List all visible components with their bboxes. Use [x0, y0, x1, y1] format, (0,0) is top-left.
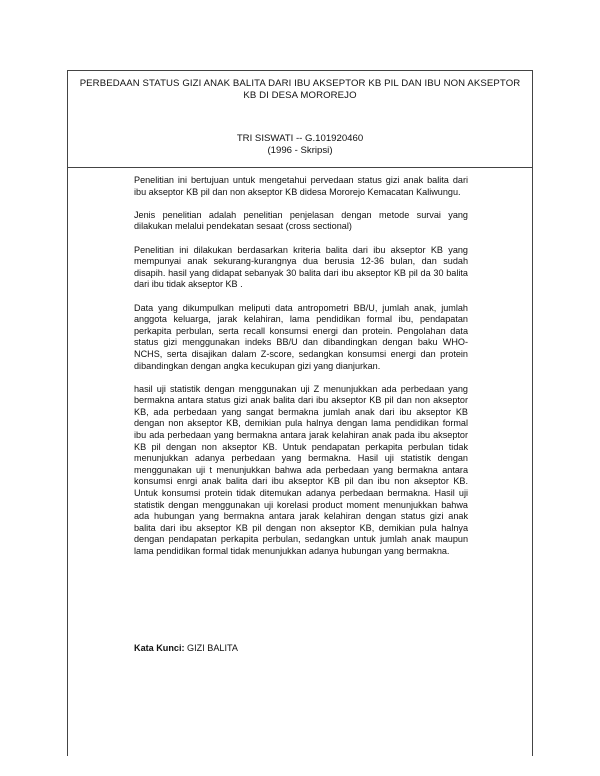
- keywords-value: GIZI BALITA: [184, 643, 238, 653]
- abstract-paragraph-purpose: Penelitian ini bertujuan untuk mengetahui pervedaan status gizi anak balita dari ibu akseptor KB pil dan non akseptor KB didesa Mororejo Kemacatan Kaliwungu.: [134, 175, 468, 197]
- abstract-body: [134, 175, 468, 569]
- keywords-label: Kata Kunci:: [134, 643, 185, 653]
- document-title: PERBEDAAN STATUS GIZI ANAK BALITA DARI IBU AKSEPTOR KB PIL DAN IBU NON AKSEPTOR KB DI DESA MOROREJO: [79, 78, 521, 101]
- abstract-paragraph-sample: Penelitian ini dilakukan berdasarkan kriteria balita dari ibu akseptor KB yang mempunyai anak sekurang-kurangnya dua berusia 12-36 bulan, dan sudah disapih. hasil yang didapat sebanyak 30 balita dari ibu akseptor KB pil da 30 balita dari ibu tidak akseptor KB .: [134, 244, 468, 290]
- keywords-line: [134, 643, 468, 655]
- author-line: TRI SISWATI -- G.101920460: [236, 133, 364, 144]
- abstract-paragraph-method: Jenis penelitian adalah penelitian penjelasan dengan metode survai yang dilakukan melalui pendekatan sesaat (cross sectional): [134, 209, 468, 232]
- year-type-line: (1996 - Skripsi): [267, 145, 333, 156]
- abstract-paragraph-results: hasil uji statistik dengan menggunakan uji Z menunjukkan ada perbedaan yang bermakna antara status gizi anak balita dari ibu akseptor KB pil dan non akseptor KB, ada perbedaan yang sangat bermakna jumlah anak dari ibu akseptor KB dengan non akseptor KB, demikian pula halnya dengan lama pendidikan formal ibu ada perbedaan yang bermakna antara jarak kelahiran anak pada ibu akseptor KB pil dengan non akseptor KB. Untuk pendapatan perkapita perbulan tidak menunjukkan adanya perbedaan yang bermakna. Hasil uji statistik dengan menggunakan uji t menunjukkan bahwa ada perbedaan yang bermakna antara konsumsi enrgi anak balita dari ibu akseptor KB pil dan ibu non akseptor KB. Untuk konsumsi protein tidak ditemukan adanya perbedaan bermakna. Hasil uji statistik dengan menggunakan uji korelasi product moment menunjukkan bahwa ada hubungan yang bermakna antara jarak kelahiran dengan status gizi anak balita dari ibu akseptor KB pil dengan non akseptor KB, demikian pula halnya dengan pendapatan perkapita perbulan, sedangkan untuk jumlah anak maupun lama pendidikan formal tidak menunjukkan adanya hubungan yang bermakna.: [134, 383, 468, 556]
- document-frame: [67, 70, 533, 756]
- header-box: [68, 71, 532, 168]
- abstract-paragraph-data: Data yang dikumpulkan meliputi data antropometri BB/U, jumlah anak, jumlah anggota keluarga, jarak kelahiran, lama pendidikan formal ibu, pendapatan perkapita perbulan, serta recall konsumsi energi dan protein. Pengolahan data status gizi menggunakan indeks BB/U dan dibandingkan dengan baku WHO-NCHS, serta disajikan dalam Z-score, sedangkan konsumsi energi dan protein dibandingkan dengan angka kecukupan gizi yang dianjurkan.: [134, 302, 468, 371]
